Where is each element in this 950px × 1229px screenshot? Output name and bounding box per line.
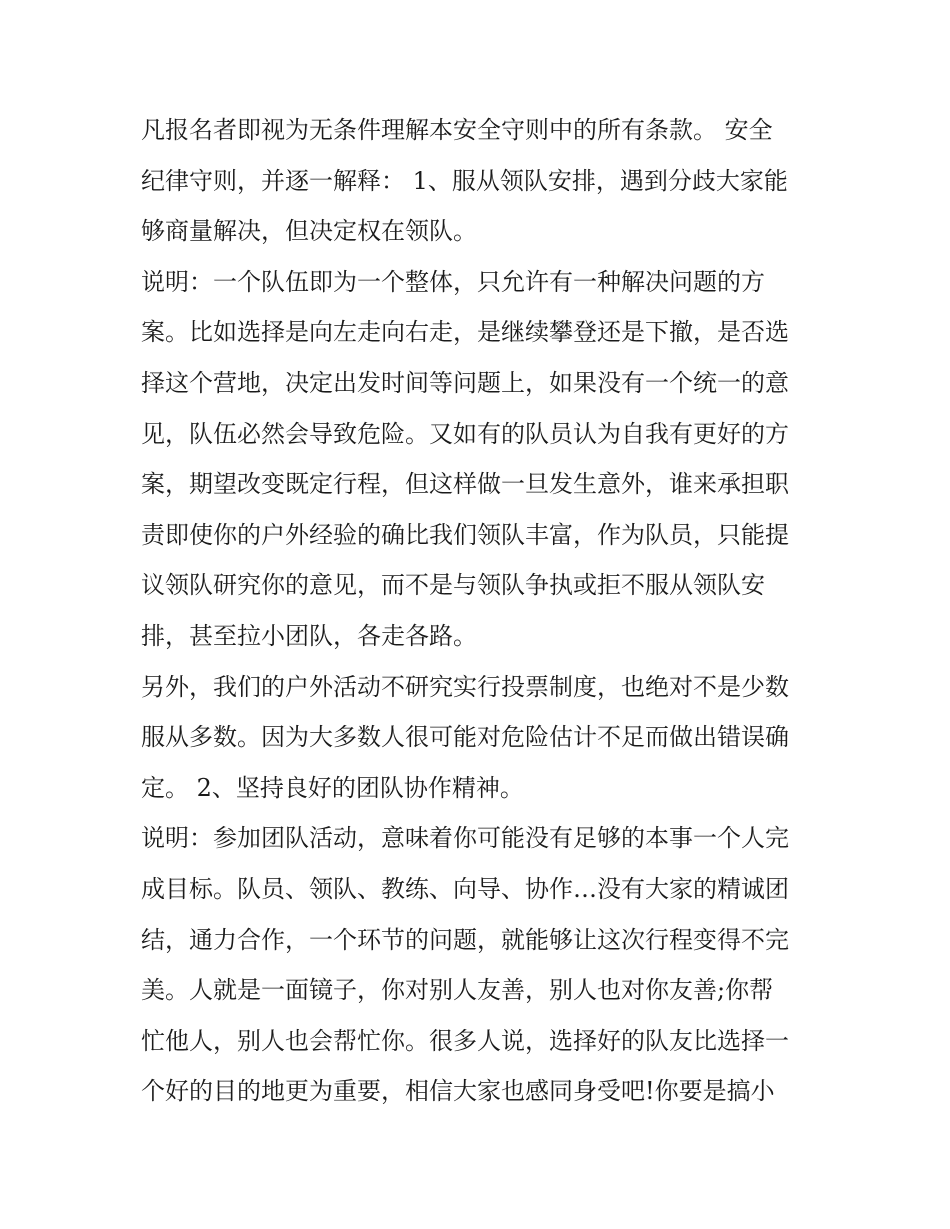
body-text [141, 105, 813, 1117]
text-line: 服从多数。因为大多数人很可能对危险估计不足而做出错误确 [141, 723, 789, 752]
text-line: 说明：一个队伍即为一个整体，只允许有一种解决问题的方 [141, 267, 765, 296]
text-line: 说明：参加团队活动，意味着你可能没有足够的本事一个人完 [141, 824, 789, 853]
text-line: 另外，我们的户外活动不研究实行投票制度，也绝对不是少数 [141, 672, 789, 701]
text-line: 案。比如选择是向左走向右走，是继续攀登还是下撤，是否选 [141, 318, 789, 347]
text-line: 美。人就是一面镜子，你对别人友善，别人也对你友善;你帮 [141, 976, 774, 1005]
text-line: 成目标。队员、领队、教练、向导、协作…没有大家的精诚团 [141, 874, 789, 903]
text-line: 定。 2、坚持良好的团队协作精神。 [141, 773, 524, 802]
text-line: 责即使你的户外经验的确比我们领队丰富，作为队员，只能提 [141, 520, 789, 549]
text-line: 纪律守则，并逐一解释： 1、服从领队安排，遇到分歧大家能 [141, 166, 788, 195]
text-line: 个好的目的地更为重要，相信大家也感同身受吧!你要是搞小 [141, 1077, 775, 1106]
text-line: 够商量解决，但决定权在领队。 [141, 217, 477, 246]
text-line: 议领队研究你的意见，而不是与领队争执或拒不服从领队安 [141, 571, 765, 600]
text-line: 案，期望改变既定行程，但这样做一旦发生意外，谁来承担职 [141, 470, 789, 499]
text-line: 见，队伍必然会导致危险。又如有的队员认为自我有更好的方 [141, 419, 789, 448]
text-line: 结，通力合作，一个环节的问题，就能够让这次行程变得不完 [141, 925, 789, 954]
text-line: 忙他人，别人也会帮忙你。很多人说，选择好的队友比选择一 [141, 1026, 789, 1055]
text-line: 择这个营地，决定出发时间等问题上，如果没有一个统一的意 [141, 368, 789, 397]
text-line: 排，甚至拉小团队，各走各路。 [141, 621, 477, 650]
text-line: 凡报名者即视为无条件理解本安全守则中的所有条款。 安全 [141, 116, 773, 144]
